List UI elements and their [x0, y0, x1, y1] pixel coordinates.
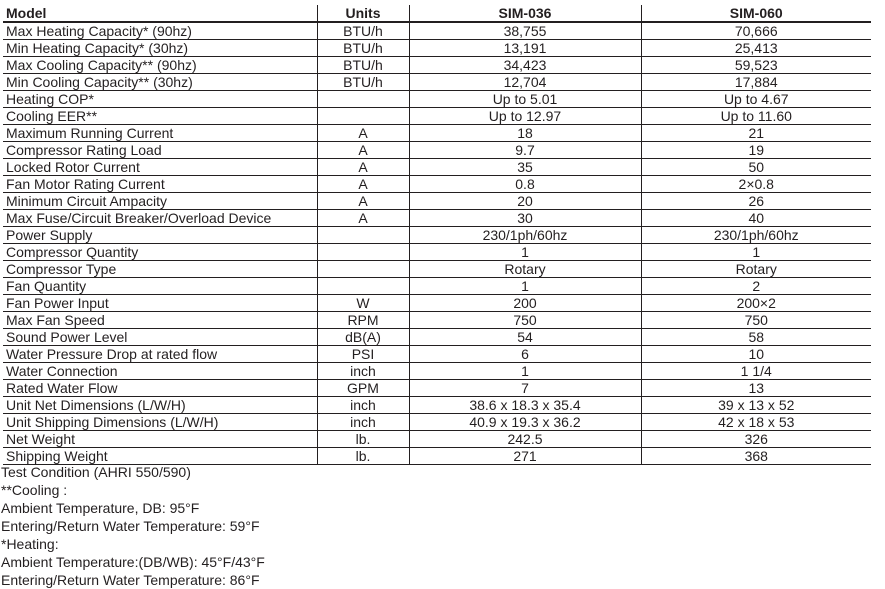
spec-value-b: 10	[641, 346, 871, 363]
spec-value-a: 750	[409, 312, 641, 329]
table-row	[3, 22, 871, 40]
spec-value-b: 40	[641, 210, 871, 227]
spec-label: Compressor Rating Load	[3, 142, 317, 159]
spec-label: Sound Power Level	[3, 329, 317, 346]
spec-unit	[317, 261, 409, 278]
spec-label: Unit Net Dimensions (L/W/H)	[3, 397, 317, 414]
spec-value-a: 0.8	[409, 176, 641, 193]
table-row	[3, 346, 871, 363]
spec-unit	[317, 278, 409, 295]
spec-label: Fan Power Input	[3, 295, 317, 312]
table-row	[3, 431, 871, 448]
spec-value-b: 39 x 13 x 52	[641, 397, 871, 414]
table-row	[3, 142, 871, 159]
spec-unit: BTU/h	[317, 40, 409, 57]
note-line: **Cooling :	[1, 482, 68, 498]
table-row	[3, 261, 871, 278]
table-row	[3, 91, 871, 108]
spec-unit: PSI	[317, 346, 409, 363]
spec-label: Locked Rotor Current	[3, 159, 317, 176]
spec-label: Maximum Running Current	[3, 125, 317, 142]
spec-label: Compressor Type	[3, 261, 317, 278]
spec-unit: dB(A)	[317, 329, 409, 346]
spec-label: Max Heating Capacity* (90hz)	[3, 22, 317, 40]
spec-value-a: Rotary	[409, 261, 641, 278]
spec-unit: inch	[317, 397, 409, 414]
spec-label: Water Connection	[3, 363, 317, 380]
table-row	[3, 40, 871, 57]
spec-value-a: 18	[409, 125, 641, 142]
spec-value-b: Rotary	[641, 261, 871, 278]
spec-unit: RPM	[317, 312, 409, 329]
spec-value-a: 230/1ph/60hz	[409, 227, 641, 244]
spec-value-a: 271	[409, 448, 641, 465]
spec-value-a: 12,704	[409, 74, 641, 91]
spec-label: Power Supply	[3, 227, 317, 244]
table-row	[3, 227, 871, 244]
spec-label: Fan Quantity	[3, 278, 317, 295]
table-row	[3, 57, 871, 74]
spec-label: Max Cooling Capacity** (90hz)	[3, 57, 317, 74]
spec-unit	[317, 227, 409, 244]
spec-value-b: 70,666	[641, 22, 871, 40]
spec-label: Compressor Quantity	[3, 244, 317, 261]
table-header-row	[3, 5, 871, 22]
spec-unit: lb.	[317, 448, 409, 465]
spec-value-a: 38,755	[409, 22, 641, 40]
spec-value-b: 326	[641, 431, 871, 448]
note-line: Entering/Return Water Temperature: 86°F	[1, 572, 260, 588]
table-row	[3, 210, 871, 227]
spec-value-b: 1 1/4	[641, 363, 871, 380]
spec-value-b: 50	[641, 159, 871, 176]
spec-value-a: 9.7	[409, 142, 641, 159]
spec-unit: W	[317, 295, 409, 312]
table-row	[3, 74, 871, 91]
table-row	[3, 380, 871, 397]
spec-label: Rated Water Flow	[3, 380, 317, 397]
spec-value-b: 1	[641, 244, 871, 261]
table-row	[3, 397, 871, 414]
table-row	[3, 278, 871, 295]
spec-value-b: 750	[641, 312, 871, 329]
spec-value-b: 2	[641, 278, 871, 295]
spec-value-b: 58	[641, 329, 871, 346]
spec-value-a: 242.5	[409, 431, 641, 448]
spec-value-b: 26	[641, 193, 871, 210]
spec-value-b: 17,884	[641, 74, 871, 91]
spec-unit: BTU/h	[317, 74, 409, 91]
table-row	[3, 176, 871, 193]
table-row	[3, 448, 871, 465]
spec-value-a: 200	[409, 295, 641, 312]
table-row	[3, 125, 871, 142]
spec-unit: A	[317, 159, 409, 176]
spec-unit: lb.	[317, 431, 409, 448]
spec-label: Heating COP*	[3, 91, 317, 108]
spec-value-a: 38.6 x 18.3 x 35.4	[409, 397, 641, 414]
spec-value-b: 200×2	[641, 295, 871, 312]
spec-value-a: 30	[409, 210, 641, 227]
table-row	[3, 193, 871, 210]
spec-label: Max Fuse/Circuit Breaker/Overload Device	[3, 210, 317, 227]
spec-unit: A	[317, 210, 409, 227]
spec-unit	[317, 108, 409, 125]
spec-unit: A	[317, 193, 409, 210]
spec-value-b: 42 x 18 x 53	[641, 414, 871, 431]
spec-value-b: 19	[641, 142, 871, 159]
spec-value-a: 1	[409, 278, 641, 295]
spec-label: Minimum Circuit Ampacity	[3, 193, 317, 210]
note-line: Ambient Temperature:(DB/WB): 45°F/43°F	[1, 554, 265, 570]
table-row	[3, 108, 871, 125]
spec-value-a: 13,191	[409, 40, 641, 57]
header-model: Model	[3, 5, 317, 22]
spec-value-b: 230/1ph/60hz	[641, 227, 871, 244]
table-row	[3, 295, 871, 312]
spec-value-b: Up to 11.60	[641, 108, 871, 125]
header-units: Units	[317, 5, 409, 22]
spec-value-a: 40.9 x 19.3 x 36.2	[409, 414, 641, 431]
spec-unit: BTU/h	[317, 57, 409, 74]
header-model-a: SIM-036	[409, 5, 641, 22]
spec-unit: A	[317, 176, 409, 193]
spec-label: Fan Motor Rating Current	[3, 176, 317, 193]
spec-value-b: 25,413	[641, 40, 871, 57]
spec-unit: A	[317, 125, 409, 142]
spec-value-a: 1	[409, 244, 641, 261]
table-row	[3, 312, 871, 329]
spec-value-b: 59,523	[641, 57, 871, 74]
spec-unit	[317, 91, 409, 108]
spec-label: Net Weight	[3, 431, 317, 448]
spec-value-b: Up to 4.67	[641, 91, 871, 108]
spec-label: Unit Shipping Dimensions (L/W/H)	[3, 414, 317, 431]
table-row	[3, 329, 871, 346]
spec-value-a: Up to 5.01	[409, 91, 641, 108]
table-row	[3, 363, 871, 380]
spec-label: Min Heating Capacity* (30hz)	[3, 40, 317, 57]
spec-value-b: 368	[641, 448, 871, 465]
spec-value-a: 6	[409, 346, 641, 363]
spec-value-a: 35	[409, 159, 641, 176]
spec-unit: inch	[317, 414, 409, 431]
spec-value-a: 20	[409, 193, 641, 210]
spec-value-a: 1	[409, 363, 641, 380]
spec-unit: BTU/h	[317, 22, 409, 40]
table-row	[3, 244, 871, 261]
spec-label: Max Fan Speed	[3, 312, 317, 329]
spec-label: Min Cooling Capacity** (30hz)	[3, 74, 317, 91]
header-model-b: SIM-060	[641, 5, 871, 22]
spec-value-b: 21	[641, 125, 871, 142]
spec-unit: A	[317, 142, 409, 159]
note-line: Entering/Return Water Temperature: 59°F	[1, 518, 260, 534]
table-row	[3, 159, 871, 176]
spec-unit	[317, 244, 409, 261]
note-line: Test Condition (AHRI 550/590)	[1, 464, 191, 480]
spec-label: Shipping Weight	[3, 448, 317, 465]
table-row	[3, 414, 871, 431]
test-conditions	[1, 463, 265, 589]
spec-value-a: Up to 12.97	[409, 108, 641, 125]
spec-value-a: 34,423	[409, 57, 641, 74]
spec-label: Cooling EER**	[3, 108, 317, 125]
spec-value-a: 54	[409, 329, 641, 346]
spec-label: Water Pressure Drop at rated flow	[3, 346, 317, 363]
spec-value-a: 7	[409, 380, 641, 397]
spec-unit: GPM	[317, 380, 409, 397]
note-line: Ambient Temperature, DB: 95°F	[1, 500, 200, 516]
spec-table	[3, 5, 871, 465]
spec-value-b: 2×0.8	[641, 176, 871, 193]
spec-value-b: 13	[641, 380, 871, 397]
spec-unit: inch	[317, 363, 409, 380]
note-line: *Heating:	[1, 536, 59, 552]
